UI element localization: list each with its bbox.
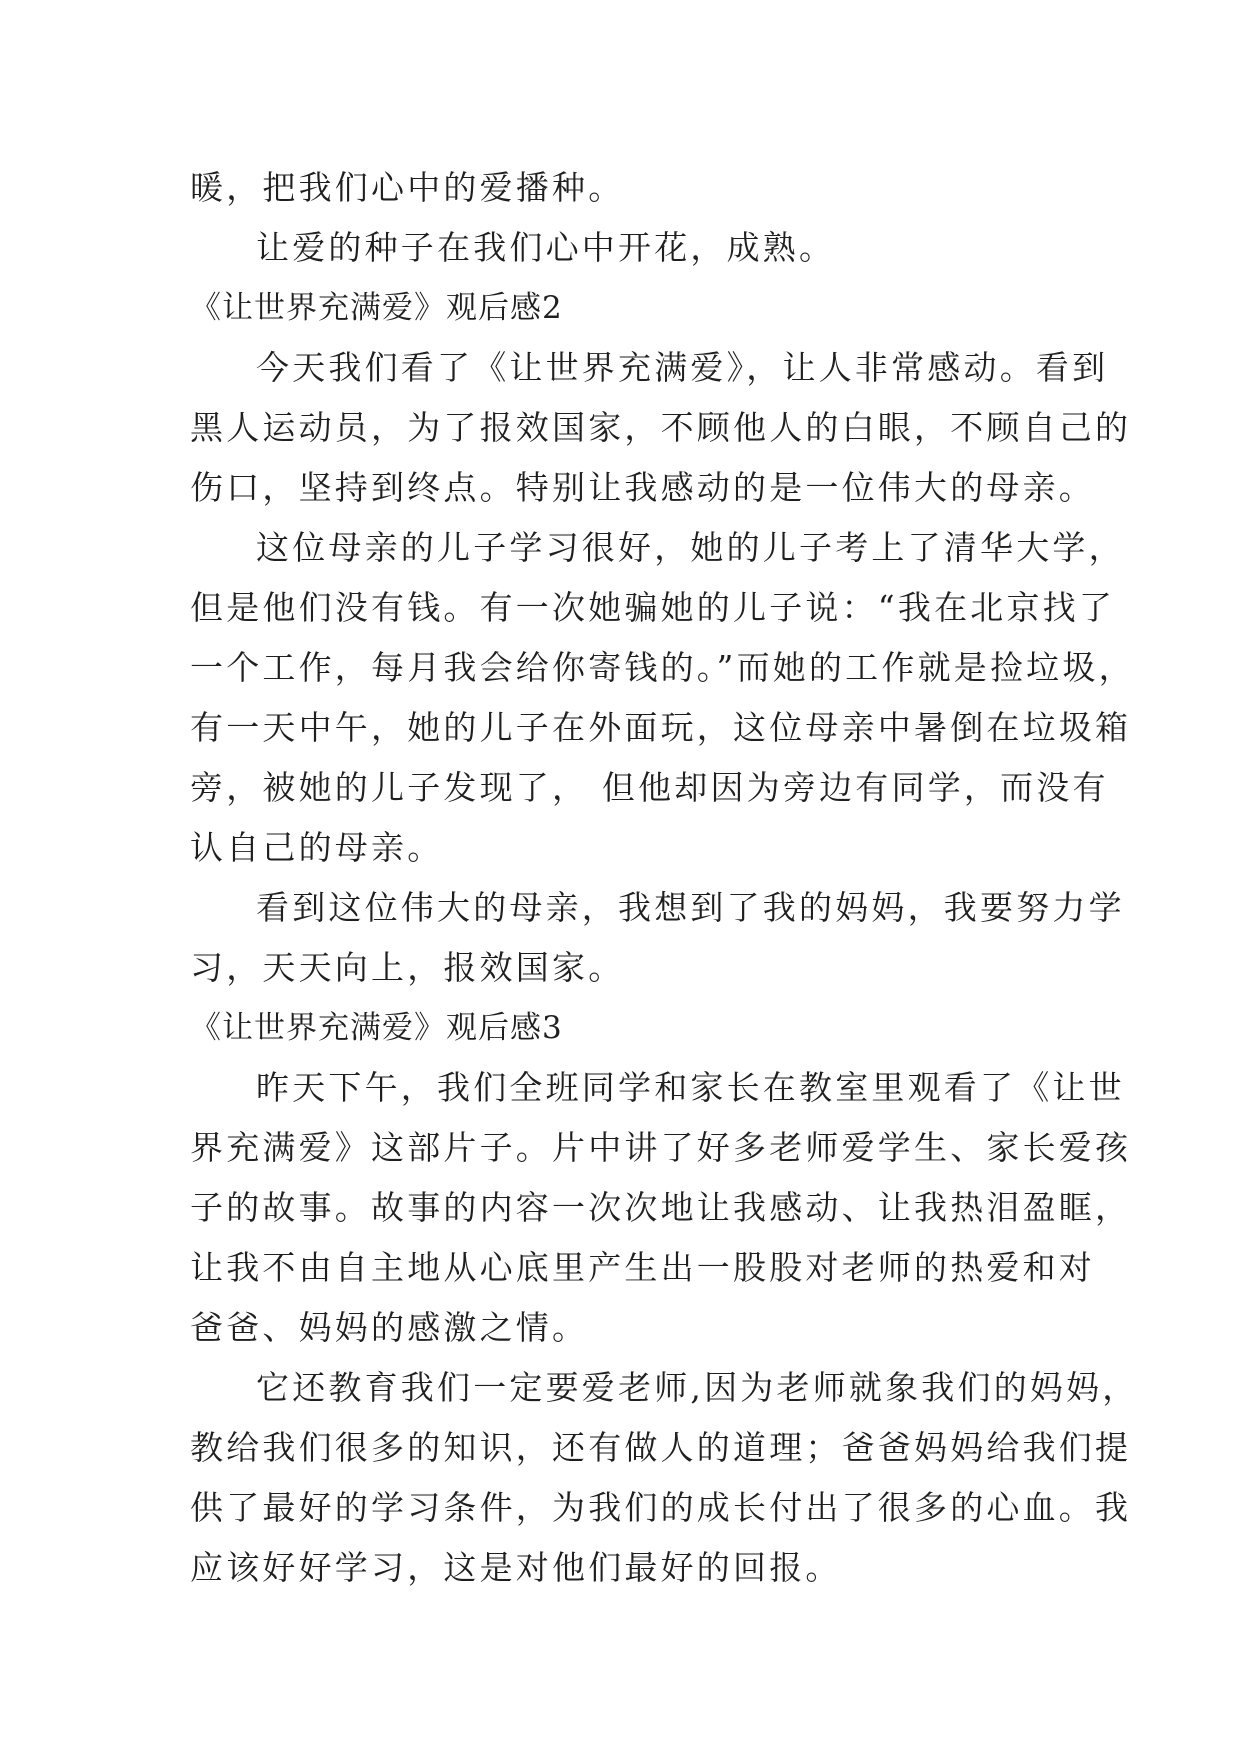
paragraph-line: 认自己的母亲。 <box>190 828 444 867</box>
paragraph-line: 有一天中午，她的儿子在外面玩，这位母亲中暑倒在垃圾箱 <box>190 708 1132 747</box>
paragraph-line: 习，天天向上，报效国家。 <box>190 948 625 987</box>
section-heading: 《让世界充满爱》观后感3 <box>190 1010 563 1046</box>
paragraph-line: 这位母亲的儿子学习很好，她的儿子考上了清华大学， <box>256 528 1125 567</box>
paragraph-line: 教给我们很多的知识，还有做人的道理；爸爸妈妈给我们提 <box>190 1428 1132 1467</box>
document-body <box>190 158 1139 1598</box>
paragraph-line: 它还教育我们一定要爱老师,因为老师就象我们的妈妈， <box>256 1368 1139 1407</box>
paragraph-line: 暖，把我们心中的爱播种。 <box>190 168 625 207</box>
section-heading: 《让世界充满爱》观后感2 <box>190 290 563 326</box>
paragraph-line: 应该好好学习，这是对他们最好的回报。 <box>190 1548 842 1587</box>
paragraph-line: 一个工作，每月我会给你寄钱的。”而她的工作就是捡垃圾， <box>190 648 1135 687</box>
paragraph-line: 爸爸、妈妈的感激之情。 <box>190 1308 589 1347</box>
paragraph-line: 今天我们看了《让世界充满爱》，让人非常感动。看到 <box>256 348 1109 387</box>
paragraph-line: 看到这位伟大的母亲，我想到了我的妈妈，我要努力学 <box>256 888 1125 927</box>
paragraph-line: 但是他们没有钱。有一次她骗她的儿子说：“我在北京找了 <box>190 588 1116 627</box>
paragraph-line: 界充满爱》这部片子。片中讲了好多老师爱学生、家长爱孩 <box>190 1128 1132 1167</box>
paragraph-line: 让爱的种子在我们心中开花，成熟。 <box>256 228 836 267</box>
paragraph-line: 昨天下午，我们全班同学和家长在教室里观看了《让世 <box>256 1068 1125 1107</box>
paragraph-line: 伤口，坚持到终点。特别让我感动的是一位伟大的母亲。 <box>190 468 1095 507</box>
paragraph-line: 让我不由自主地从心底里产生出一股股对老师的热爱和对 <box>190 1248 1095 1287</box>
paragraph-line: 黑人运动员，为了报效国家，不顾他人的白眼，不顾自己的 <box>190 408 1132 447</box>
paragraph-line: 供了最好的学习条件，为我们的成长付出了很多的心血。我 <box>190 1488 1132 1527</box>
paragraph-line: 旁，被她的儿子发现了， 但他却因为旁边有同学，而没有 <box>190 768 1109 807</box>
paragraph-line: 子的故事。故事的内容一次次地让我感动、让我热泪盈眶， <box>190 1188 1132 1227</box>
